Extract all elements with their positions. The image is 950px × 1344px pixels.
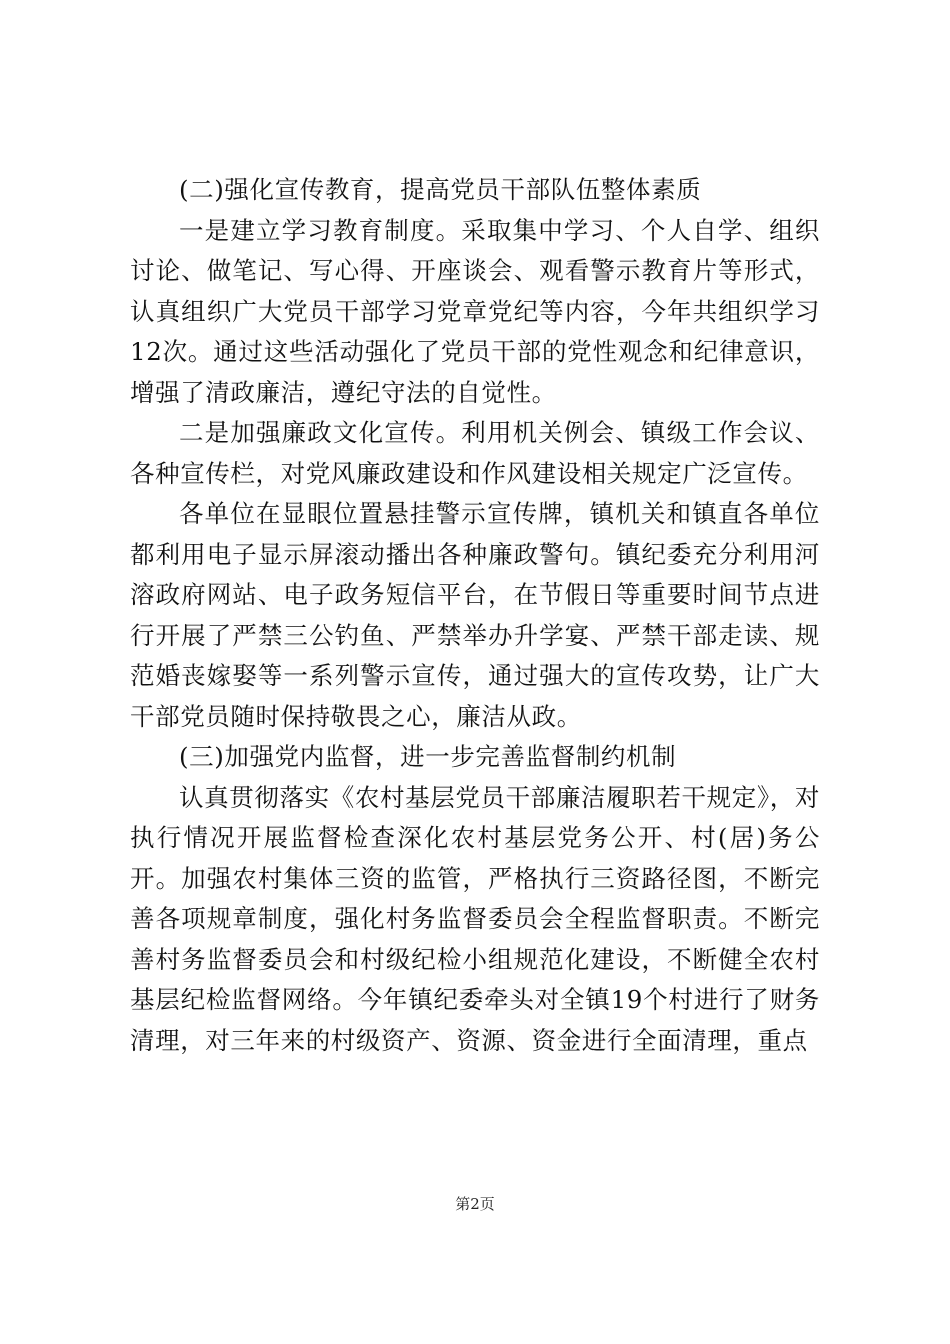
page-number: 第2页 — [455, 1195, 495, 1213]
body-paragraph-warning-signs: 各单位在显眼位置悬挂警示宣传牌，镇机关和镇直各单位都利用电子显示屏滚动播出各种廉政警句。镇纪委充分利用河溶政府网站、电子政务短信平台，在节假日等重要时间节点进行开展了严禁三公钓鱼、严禁举办升学宴、严禁干部走读、规范婚丧嫁娶等一系列警示宣传，通过强大的宣传攻势，让广大干部党员随时保持敬畏之心，廉洁从政。 — [130, 499, 820, 731]
section-heading-3: (三)加强党内监督，进一步完善监督制约机制 — [179, 742, 677, 771]
body-paragraph-study-system: 一是建立学习教育制度。采取集中学习、个人自学、组织讨论、做笔记、写心得、开座谈会、观看警示教育片等形式，认真组织广大党员干部学习党章党纪等内容，今年共组织学习12次。通过这些活动强化了党员干部的党性观念和纪律意识，增强了清政廉洁，遵纪守法的自觉性。 — [130, 215, 820, 407]
body-paragraph-culture-promotion: 二是加强廉政文化宣传。利用机关例会、镇级工作会议、各种宣传栏，对党风廉政建设和作风建设相关规定广泛宣传。 — [130, 418, 820, 488]
section-heading-2: (二)强化宣传教育，提高党员干部队伍整体素质 — [179, 175, 702, 204]
body-paragraph-supervision: 认真贯彻落实《农村基层党员干部廉洁履职若干规定》，对执行情况开展监督检查深化农村基层党务公开、村(居)务公开。加强农村集体三资的监管，严格执行三资路径图，不断完善各项规章制度，强化村务监督委员会全程监督职责。不断完善村务监督委员会和村级纪检小组规范化建设，不断健全农村基层纪检监督网络。今年镇纪委牵头对全镇19个村进行了财务清理，对三年来的村级资产、资源、资金进行全面清理，重点 — [130, 782, 820, 1055]
document-body — [130, 170, 820, 1061]
